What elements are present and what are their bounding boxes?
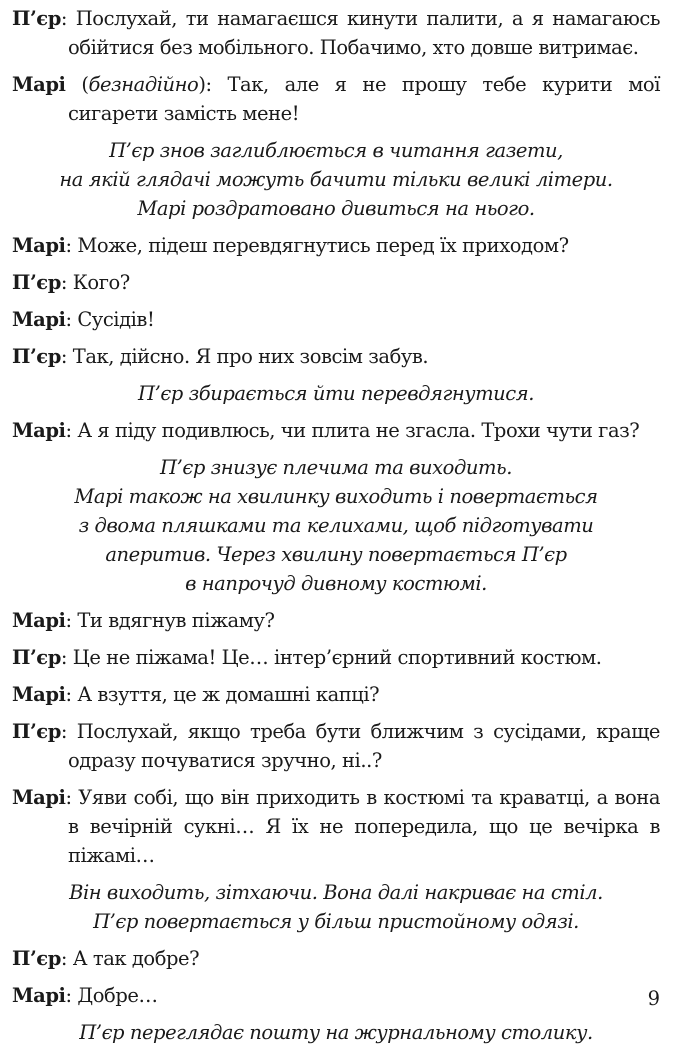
dialogue-text: : Послухай, якщо треба бути ближчим з сусідами, краще одразу почуватися зручно, ні..? — [60, 720, 660, 772]
speaker-name: Марі — [12, 73, 66, 96]
dialogue-line — [12, 643, 660, 672]
speaker-name: Марі — [12, 419, 66, 442]
stage-direction-line: аперитив. Через хвилину повертається П’єр — [105, 543, 567, 566]
dialogue-text: : А я піду подивлюсь, чи плита не згасла. Трохи чути газ? — [65, 419, 640, 442]
stage-direction-line: П’єр повертається у більш пристойному одязі. — [93, 910, 579, 933]
dialogue-line — [12, 944, 660, 973]
speaker-name: П’єр — [12, 7, 61, 30]
dialogue-text: : Так, дійсно. Я про них зовсім забув. — [60, 345, 429, 368]
dialogue-line — [12, 231, 660, 260]
dialogue-text: : А взуття, це ж домашні капці? — [65, 683, 380, 706]
dialogue-line — [12, 305, 660, 334]
dialogue-text: : Добре… — [65, 984, 158, 1007]
speaker-name: Марі — [12, 786, 66, 809]
dialogue-text: : Кого? — [60, 271, 130, 294]
dialogue-text: ): Так, але я не прошу тебе курити мої сигарети замість мене! — [68, 73, 660, 125]
dialogue-line — [12, 4, 660, 62]
stage-direction-line: Він виходить, зітхаючи. Вона далі накриває на стіл. — [69, 881, 603, 904]
play-script-page — [12, 4, 660, 1055]
stage-direction — [12, 1018, 660, 1047]
speaker-remark: безнадійно — [88, 73, 199, 96]
dialogue-text: : Уяви собі, що він приходить в костюмі та краватці, а вона в вечірній сукні… Я їх не попередила, що це вечірка в піжамі… — [65, 786, 660, 867]
dialogue-text: : Послухай, ти намагаєшся кинути палити, а я намагаюсь обійтися без мобільного. Побачимо, хто довше витримає. — [60, 7, 660, 59]
stage-direction-line: П’єр знизує плечима та виходить. — [160, 456, 512, 479]
speaker-name: П’єр — [12, 947, 61, 970]
dialogue-line — [12, 416, 660, 445]
stage-direction-line: Марі також на хвилинку виходить і повертається — [74, 485, 598, 508]
dialogue-text: : Сусідів! — [65, 308, 155, 331]
stage-direction-line: П’єр переглядає пошту на журнальному столику. — [79, 1021, 593, 1044]
stage-direction-line: в напрочуд дивному костюмі. — [185, 572, 487, 595]
dialogue-line — [12, 783, 660, 870]
dialogue-line — [12, 268, 660, 297]
dialogue-line — [12, 342, 660, 371]
dialogue-line — [12, 680, 660, 709]
stage-direction — [12, 136, 660, 223]
dialogue-line — [12, 717, 660, 775]
page-number: 9 — [647, 987, 660, 1010]
dialogue-line — [12, 606, 660, 635]
speaker-name: П’єр — [12, 720, 61, 743]
speaker-name: Марі — [12, 984, 66, 1007]
speaker-name: Марі — [12, 609, 66, 632]
speaker-name: П’єр — [12, 271, 61, 294]
dialogue-line: Марі (безнадійно): Так, але я не прошу тебе курити мої сигарети замість мене! — [12, 73, 660, 125]
speaker-name: Марі — [12, 308, 66, 331]
dialogue-text: : А так добре? — [60, 947, 200, 970]
dialogue-text: : Це не піжама! Це… інтер’єрний спортивний костюм. — [60, 646, 602, 669]
stage-direction-line: Марі роздратовано дивиться на нього. — [137, 197, 535, 220]
dialogue-line — [12, 981, 660, 1010]
speaker-name: П’єр — [12, 345, 61, 368]
stage-direction-line: П’єр збирається йти перевдягнутися. — [138, 382, 534, 405]
speaker-name: П’єр — [12, 646, 61, 669]
stage-direction-line: на якій глядачі можуть бачити тільки великі літери. — [59, 168, 613, 191]
speaker-name: Марі — [12, 683, 66, 706]
stage-direction-line: з двома пляшками та келихами, щоб підготувати — [78, 514, 594, 537]
stage-direction — [12, 878, 660, 936]
stage-direction-line: П’єр знов заглиблюється в читання газети, — [109, 139, 563, 162]
stage-direction — [12, 453, 660, 598]
stage-direction — [12, 379, 660, 408]
speaker-name: Марі — [12, 234, 66, 257]
dialogue-text: : Ти вдягнув піжаму? — [65, 609, 275, 632]
dialogue-text: : Може, підеш перевдягнутись перед їх приходом? — [65, 234, 569, 257]
